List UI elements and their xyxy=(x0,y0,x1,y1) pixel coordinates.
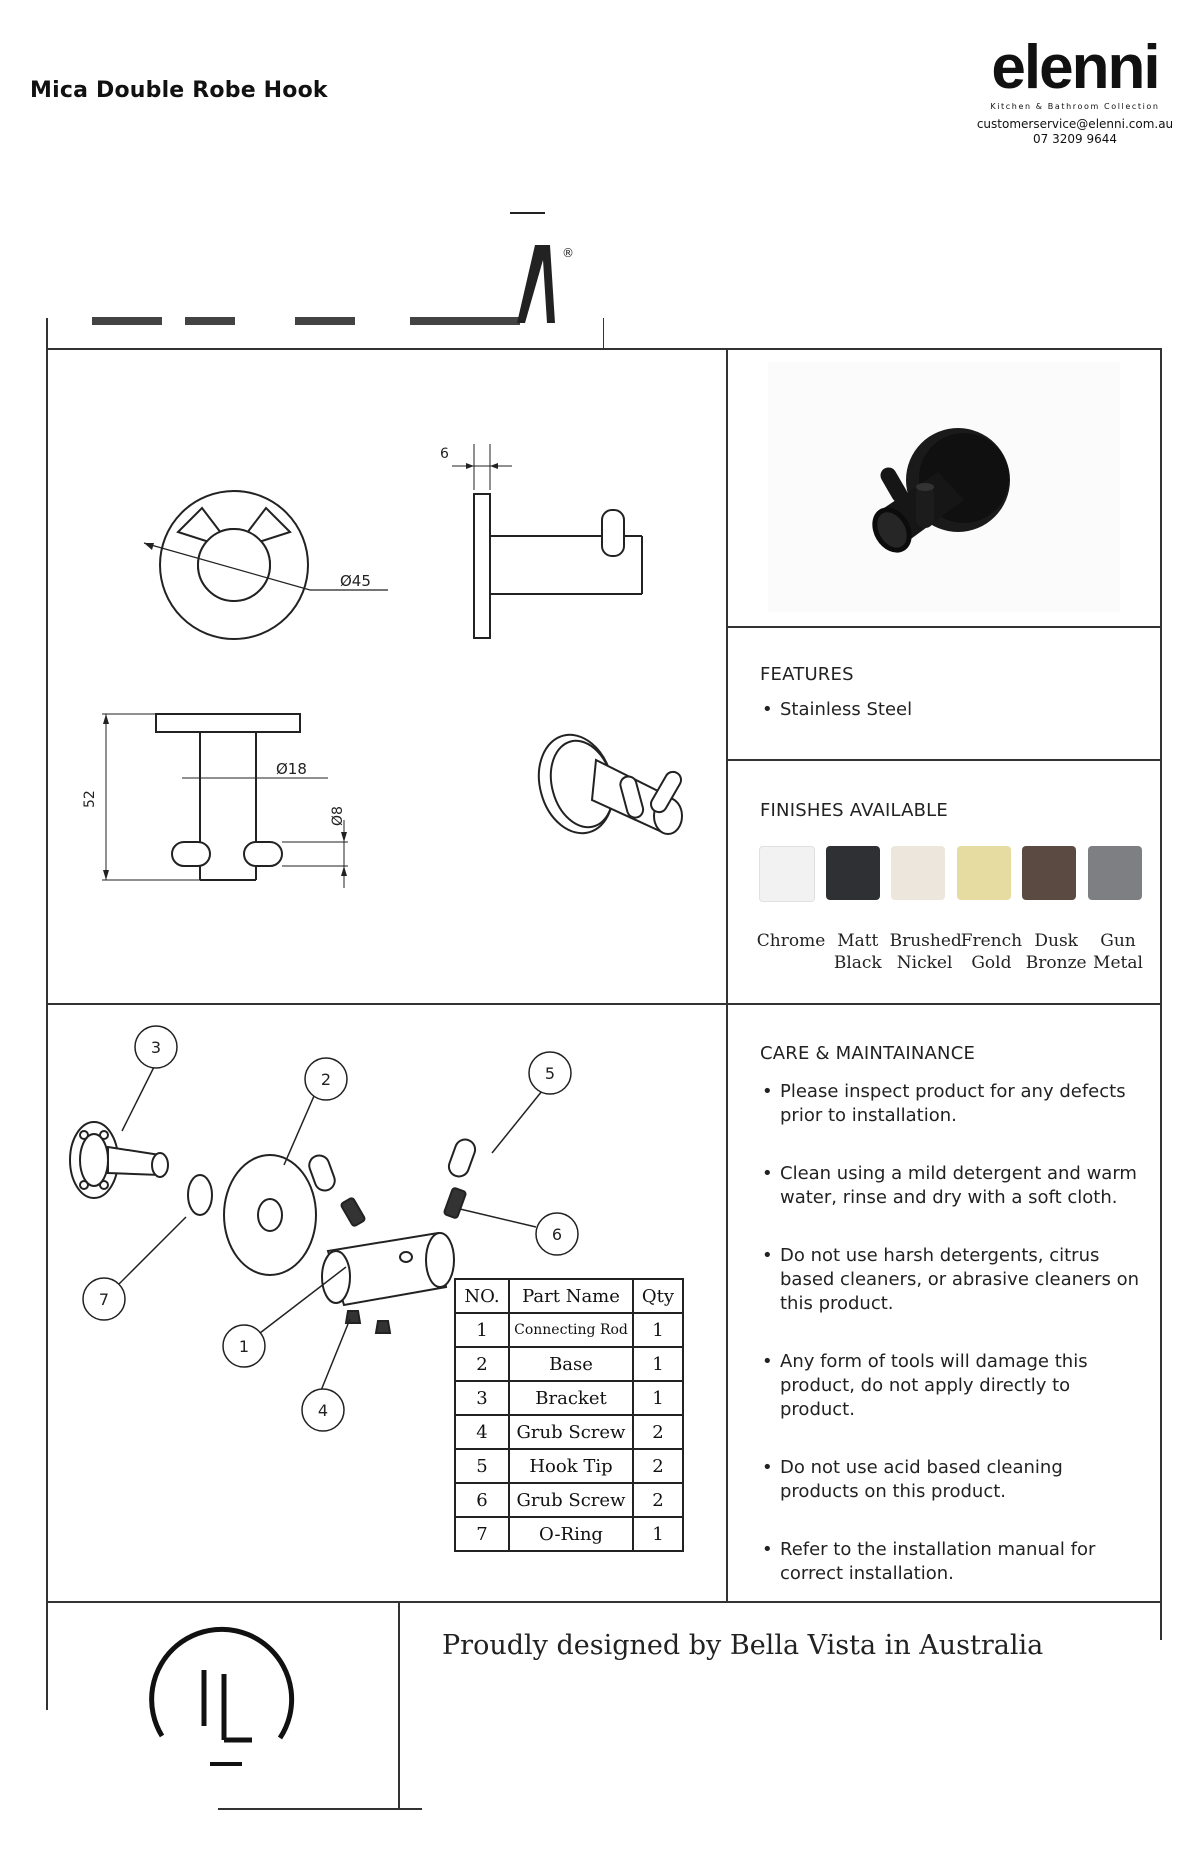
finish-swatch-dusk-bronze xyxy=(1022,846,1076,900)
finish-label-line2: Metal xyxy=(1093,953,1143,973)
bella-vista-monogram xyxy=(142,1626,302,1786)
table-row xyxy=(455,1347,683,1381)
table-row xyxy=(455,1483,683,1517)
front-view-drawing xyxy=(144,491,388,639)
footer-tagline xyxy=(442,1630,1044,1666)
cell-qty: 1 xyxy=(633,1517,683,1551)
finish-brushed-nickel[interactable] xyxy=(887,846,949,902)
cell-qty: 2 xyxy=(633,1483,683,1517)
footer-logo-divider xyxy=(398,1603,400,1809)
technical-drawing xyxy=(48,350,726,1002)
table-row xyxy=(455,1313,683,1347)
elenni-logo xyxy=(985,30,1165,100)
finish-swatch-brushed-nickel xyxy=(891,846,945,900)
dim-rod-diameter-label: Ø18 xyxy=(276,760,307,778)
finish-label-line1: Gun xyxy=(1100,931,1136,951)
finish-matt-black[interactable] xyxy=(822,846,884,902)
finish-label-line1: Matt xyxy=(837,931,879,951)
cell-part-name: O-Ring xyxy=(509,1517,633,1551)
cell-no: 5 xyxy=(455,1449,509,1483)
feature-item: • Stainless Steel xyxy=(760,698,1140,722)
finish-label-line2: Bronze xyxy=(1025,953,1087,973)
finish-dusk-bronze[interactable] xyxy=(1018,846,1080,902)
callout-number-1: 1 xyxy=(238,1337,250,1356)
finish-swatch-gun-metal xyxy=(1088,846,1142,900)
care-item: • Refer to the installation manual for correct installation. xyxy=(760,1538,1140,1586)
care-heading: CARE & MAINTAINANCE xyxy=(760,1043,976,1064)
footer-tagline-text: Proudly designed by Bella Vista in Australia xyxy=(442,1630,1044,1661)
table-row xyxy=(455,1449,683,1483)
finish-label-line2: Nickel xyxy=(896,953,953,973)
callout-number-3: 3 xyxy=(150,1038,162,1057)
svg-text:®: ® xyxy=(562,246,574,260)
frame-right-line xyxy=(1160,348,1162,1640)
finishes-grid xyxy=(756,846,1146,974)
cell-no: 7 xyxy=(455,1517,509,1551)
table-row xyxy=(455,1415,683,1449)
callout-number-6: 6 xyxy=(551,1225,563,1244)
top-view-drawing xyxy=(82,714,348,888)
features-list xyxy=(760,698,1140,722)
cell-qty: 1 xyxy=(633,1381,683,1415)
care-item: • Do not use acid based cleaning products on this product. xyxy=(760,1456,1140,1504)
finish-swatch-french-gold xyxy=(957,846,1011,900)
cell-part-name: Hook Tip xyxy=(509,1449,633,1483)
brand-tagline: Kitchen & Bathroom Collection xyxy=(990,102,1160,111)
finish-french-gold[interactable] xyxy=(953,846,1015,902)
cell-no: 1 xyxy=(455,1313,509,1347)
callout-number-5: 5 xyxy=(544,1064,556,1083)
parts-table xyxy=(454,1278,684,1552)
cell-part-name: Bracket xyxy=(509,1381,633,1415)
cell-no: 2 xyxy=(455,1347,509,1381)
footer-bottom-line xyxy=(218,1808,422,1810)
column-header-no: NO. xyxy=(455,1279,509,1313)
header-tick xyxy=(603,318,604,348)
finish-label-line1: Brushed xyxy=(889,931,962,951)
cell-part-name: Base xyxy=(509,1347,633,1381)
product-photo xyxy=(768,362,1120,612)
cell-no: 4 xyxy=(455,1415,509,1449)
care-item: • Do not use harsh detergents, citrus based cleaners, or abrasive cleaners on this product. xyxy=(760,1244,1140,1316)
callout-number-2: 2 xyxy=(320,1070,332,1089)
finish-label-line1: French xyxy=(960,931,1023,951)
bella-vista-logo-fragment xyxy=(80,205,580,345)
column-header-qty: Qty xyxy=(633,1279,683,1313)
finishes-heading: FINISHES AVAILABLE xyxy=(760,800,948,821)
cell-part-name: Grub Screw xyxy=(509,1483,633,1517)
elenni-wordmark: elenni xyxy=(991,33,1159,102)
brand-block xyxy=(960,30,1190,147)
dim-plate-thickness-label: 6 xyxy=(440,446,449,462)
table-row xyxy=(455,1381,683,1415)
dim-tip-diameter-label: Ø8 xyxy=(330,806,346,826)
dim-height-label: 52 xyxy=(82,790,98,808)
finish-label-line1: Chrome xyxy=(756,931,826,951)
cell-part-name: Grub Screw xyxy=(509,1415,633,1449)
finish-gun-metal[interactable] xyxy=(1084,846,1146,902)
table-row xyxy=(455,1517,683,1551)
finish-swatch-chrome xyxy=(759,846,815,902)
cell-qty: 1 xyxy=(633,1313,683,1347)
finish-chrome[interactable] xyxy=(756,846,818,902)
cell-qty: 1 xyxy=(633,1347,683,1381)
cell-qty: 2 xyxy=(633,1415,683,1449)
features-top-divider xyxy=(726,626,1162,628)
finish-label-line2: Black xyxy=(833,953,882,973)
brand-email[interactable]: customerservice@elenni.com.au xyxy=(976,117,1174,131)
cell-no: 6 xyxy=(455,1483,509,1517)
features-heading: FEATURES xyxy=(760,664,854,685)
callout-number-4: 4 xyxy=(317,1401,329,1420)
column-header-part-name: Part Name xyxy=(509,1279,633,1313)
care-item: • Clean using a mild detergent and warm water, rinse and dry with a soft cloth. xyxy=(760,1162,1140,1210)
finish-swatch-matt-black xyxy=(826,846,880,900)
isometric-view-drawing xyxy=(528,726,684,841)
care-item: • Please inspect product for any defects prior to installation. xyxy=(760,1080,1140,1128)
care-list xyxy=(760,1080,1140,1620)
features-bottom-divider xyxy=(726,759,1162,761)
dim-diameter-label: Ø45 xyxy=(340,572,371,590)
product-title: Mica Double Robe Hook xyxy=(30,78,328,103)
parts-table-header xyxy=(455,1279,683,1313)
finish-label-line2: Gold xyxy=(971,953,1012,973)
brand-phone[interactable]: 07 3209 9644 xyxy=(1033,132,1117,146)
callout-number-7: 7 xyxy=(98,1290,110,1309)
cell-qty: 2 xyxy=(633,1449,683,1483)
cell-part-name: Connecting Rod xyxy=(509,1313,633,1347)
finish-label-line1: Dusk xyxy=(1034,931,1078,951)
side-view-drawing xyxy=(440,444,642,638)
care-item: • Any form of tools will damage this product, do not apply directly to product. xyxy=(760,1350,1140,1422)
cell-no: 3 xyxy=(455,1381,509,1415)
